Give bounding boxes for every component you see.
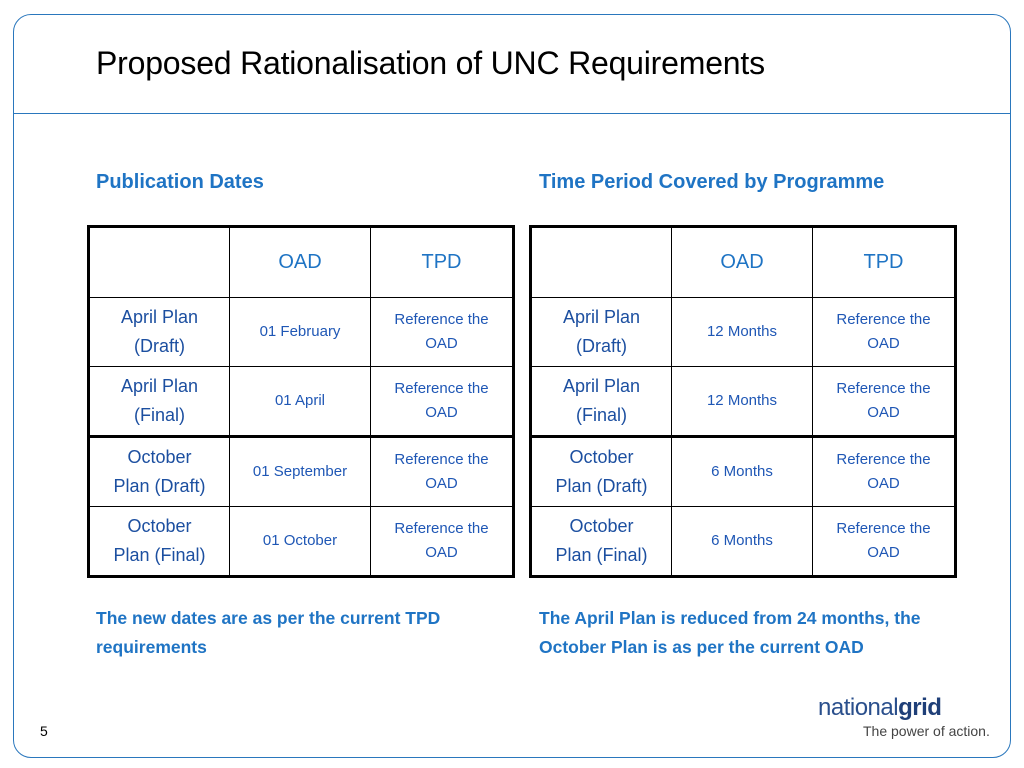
time-period-table [529, 225, 957, 578]
tpd-value: Reference the OAD [813, 298, 956, 367]
row-label: April Plan (Final) [89, 366, 230, 436]
row-label: October Plan (Draft) [531, 436, 672, 506]
row-label: October Plan (Final) [531, 506, 672, 576]
tpd-value: Reference the OAD [371, 436, 514, 506]
oad-value: 6 Months [672, 436, 813, 506]
tpd-value: Reference the OAD [813, 436, 956, 506]
table-row [89, 366, 514, 436]
table-row [89, 298, 514, 367]
publication-dates-table [87, 225, 515, 578]
page-number: 5 [40, 723, 48, 739]
header-cell-tpd: TPD [813, 227, 956, 298]
national-grid-logo [818, 693, 998, 743]
table-header-row [531, 227, 956, 298]
oad-value: 12 Months [672, 298, 813, 367]
tpd-value: Reference the OAD [371, 366, 514, 436]
oad-value: 6 Months [672, 506, 813, 576]
header-cell-oad: OAD [672, 227, 813, 298]
tpd-value: Reference the OAD [371, 506, 514, 576]
header-cell-empty [531, 227, 672, 298]
brand-wordmark: nationalgrid [818, 694, 942, 721]
table-row [89, 436, 514, 506]
time-period-note: The April Plan is reduced from 24 months, the October Plan is as per the current OAD [539, 608, 921, 657]
table-row [531, 506, 956, 576]
slide-title: Proposed Rationalisation of UNC Requirements [96, 45, 765, 81]
header-cell-empty [89, 227, 230, 298]
oad-value: 01 February [230, 298, 371, 367]
oad-value: 01 October [230, 506, 371, 576]
table-row [531, 436, 956, 506]
row-label: April Plan (Draft) [531, 298, 672, 367]
tpd-value: Reference the OAD [371, 298, 514, 367]
brand-tagline: The power of action. [863, 723, 990, 739]
publication-dates-note: The new dates are as per the current TPD requirements [96, 608, 441, 657]
row-label: April Plan (Final) [531, 366, 672, 436]
header-cell-tpd: TPD [371, 227, 514, 298]
publication-dates-heading: Publication Dates [96, 171, 264, 193]
oad-value: 01 April [230, 366, 371, 436]
time-period-heading: Time Period Covered by Programme [539, 171, 885, 193]
title-divider [13, 113, 1011, 114]
tpd-value: Reference the OAD [813, 366, 956, 436]
tpd-value: Reference the OAD [813, 506, 956, 576]
row-label: October Plan (Draft) [89, 436, 230, 506]
oad-value: 01 September [230, 436, 371, 506]
oad-value: 12 Months [672, 366, 813, 436]
table-header-row [89, 227, 514, 298]
row-label: October Plan (Final) [89, 506, 230, 576]
header-cell-oad: OAD [230, 227, 371, 298]
table-row [531, 298, 956, 367]
table-row [89, 506, 514, 576]
table-row [531, 366, 956, 436]
row-label: April Plan (Draft) [89, 298, 230, 367]
